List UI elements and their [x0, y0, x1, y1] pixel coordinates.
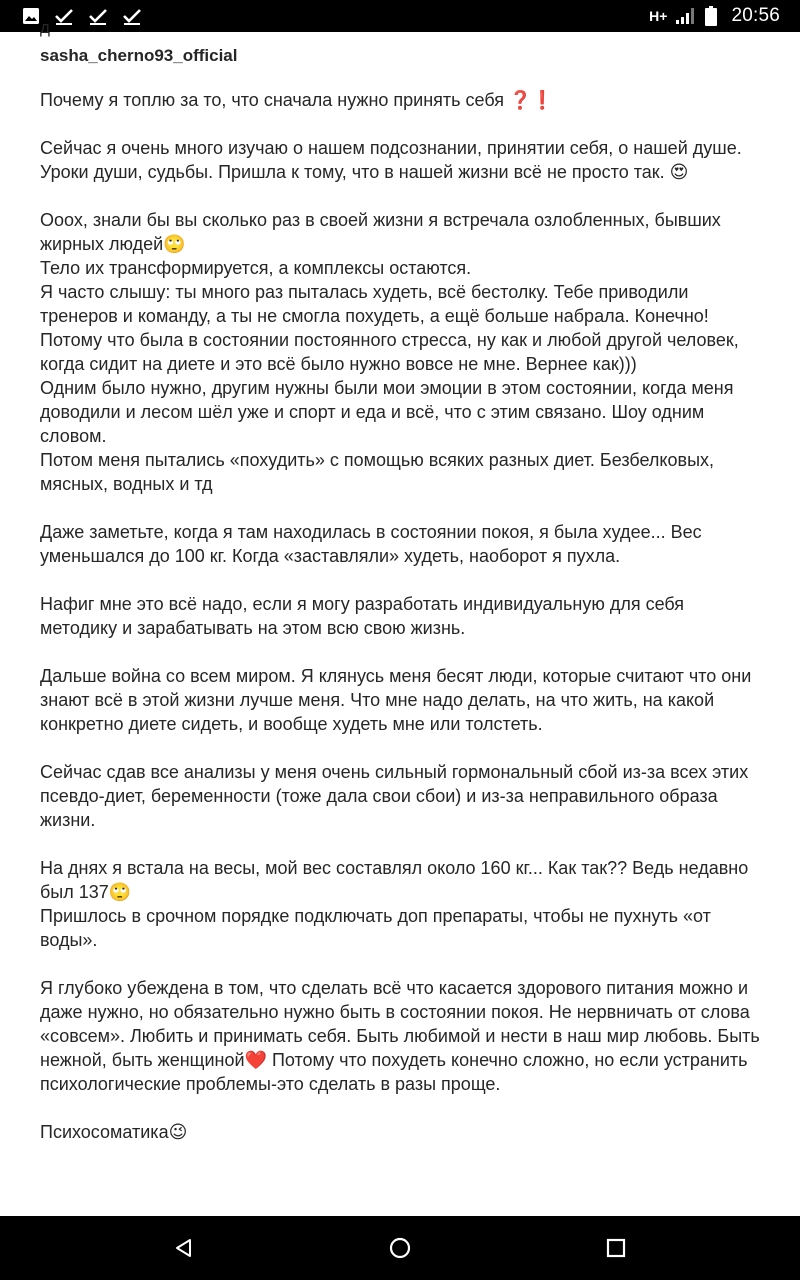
caption-line: Дальше война со всем миром. Я клянусь меня бесят люди, которые считают что они знают всё в этой жизни лучше меня. Что мне надо делать, на что жить, на какой конкретно диете сидеть, и вообще худеть мне или толстеть.	[40, 666, 752, 734]
caption-paragraph	[40, 664, 765, 736]
caption-line: Психосоматика😉	[40, 1122, 188, 1142]
signal-icon	[675, 7, 697, 25]
network-type-label: H+	[649, 8, 668, 24]
caption-line: Нафиг мне это всё надо, если я могу разработать индивидуальную для себя методику и зарабатывать на этом всю свою жизнь.	[40, 594, 685, 638]
post-content	[40, 18, 765, 1216]
recents-icon[interactable]	[602, 1234, 630, 1262]
caption-line: Потом меня пытались «похудить» с помощью всяких разных диет. Безбелковых, мясных, водных и тд	[40, 450, 715, 494]
caption-paragraph	[40, 856, 765, 952]
gallery-icon	[22, 7, 40, 25]
back-icon[interactable]	[170, 1234, 198, 1262]
caption-paragraph	[40, 760, 765, 832]
caption-paragraph	[40, 520, 765, 568]
caption-line: Сейчас я очень много изучаю о нашем подсознании, принятии себя, о нашей душе. Уроки души, судьбы. Пришла к тому, что в нашей жизни всё не просто так. 😍	[40, 138, 742, 182]
cutoff-text: д	[40, 18, 50, 37]
status-bar	[0, 0, 800, 32]
post-caption	[40, 88, 765, 1144]
caption-line: Я глубоко убеждена в том, что сделать всё что касается здорового питания можно и даже нужно, но обязательно нужно быть в состоянии покоя. Не нервничать от слова «совсем». Любить и принимать себя. Быть любимой и нести в наш мир любовь. Быть нежной, быть женщиной❤️ Потому что похудеть конечно сложно, но если устранить психологические проблемы-это сделать в разы проще.	[40, 978, 760, 1094]
check-icon	[88, 7, 108, 25]
caption-line: Почему я топлю за то, что сначала нужно принять себя ❓❗	[40, 90, 554, 110]
caption-line: На днях я встала на весы, мой вес составлял около 160 кг... Как так?? Ведь недавно был 137🙄	[40, 858, 749, 902]
caption-line: Пришлось в срочном порядке подключать доп препараты, чтобы не пухнуть «от воды».	[40, 906, 711, 950]
caption-line: Тело их трансформируется, а комплексы остаются.	[40, 258, 472, 278]
caption-paragraph	[40, 592, 765, 640]
caption-line: Даже заметьте, когда я там находилась в состоянии покоя, я была худее... Вес уменьшался до 100 кг. Когда «заставляли» худеть, наоборот я пухла.	[40, 522, 702, 566]
caption-line: Сейчас сдав все анализы у меня очень сильный гормональный сбой из-за всех этих псевдо-диет, беременности (тоже дала свои сбои) и из-за неправильного образа жизни.	[40, 762, 749, 830]
caption-paragraph	[40, 208, 765, 496]
caption-line: Я часто слышу: ты много раз пыталась худеть, всё бестолку. Тебе приводили тренеров и команду, а ты не смогла похудеть, а ещё больше набрала. Конечно! Потому что была в состоянии постоянного стресса, ну как и любой другой человек, когда сидит на диете и это всё было нужно вовсе не мне. Вернее как)))	[40, 282, 739, 374]
navigation-bar	[0, 1216, 800, 1280]
check-icon	[54, 7, 74, 25]
caption-line: Одним было нужно, другим нужны были мои эмоции в этом состоянии, когда меня доводили и лесом шёл уже и спорт и еда и всё, что с этим связано. Шоу одним словом.	[40, 378, 734, 446]
caption-paragraph	[40, 1120, 765, 1144]
clock: 20:56	[731, 5, 780, 26]
check-icon	[122, 7, 142, 25]
cutoff-text-line	[40, 18, 765, 40]
caption-paragraph	[40, 88, 765, 112]
post-username[interactable]: sasha_cherno93_official	[40, 46, 238, 65]
battery-icon	[705, 6, 717, 26]
caption-line: Ооох, знали бы вы сколько раз в своей жизни я встречала озлобленных, бывших жирных людей🙄	[40, 210, 721, 254]
caption-paragraph	[40, 976, 765, 1096]
caption-paragraph	[40, 136, 765, 184]
home-icon[interactable]	[386, 1234, 414, 1262]
